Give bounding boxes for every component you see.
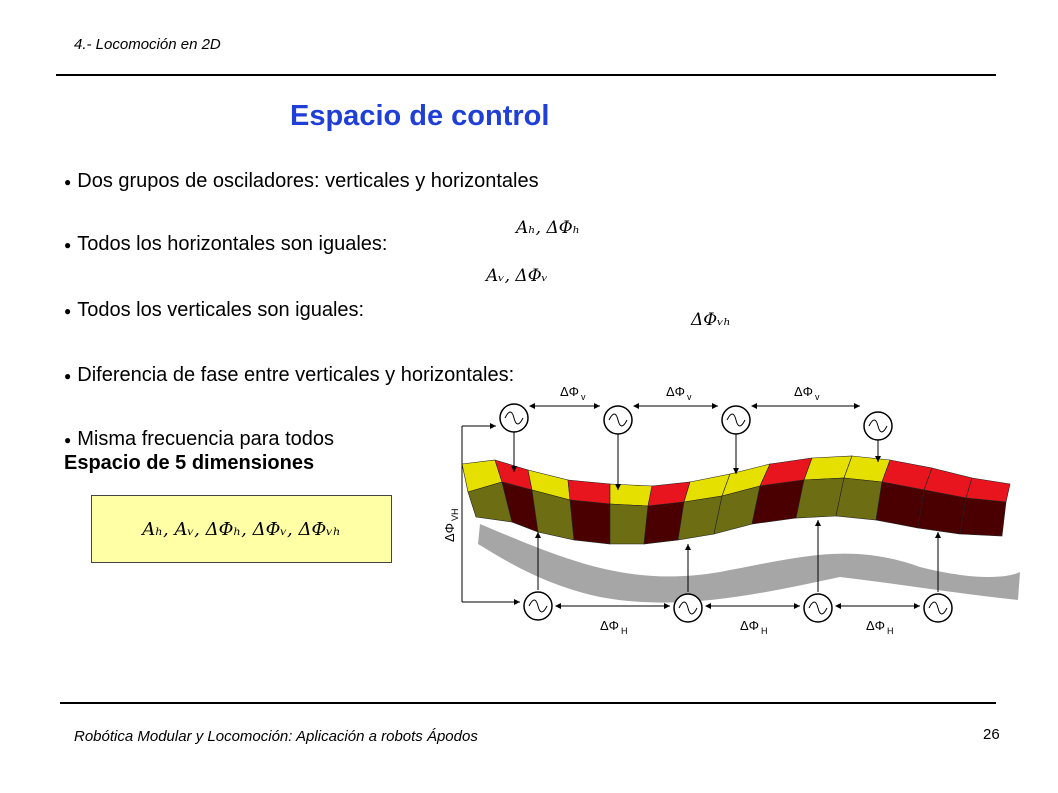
bottom-phase-sub-1: H (621, 626, 628, 636)
bullet-text: Diferencia de fase entre verticales y horizontales: (77, 364, 515, 386)
header-divider (56, 74, 996, 76)
bullet-text: Todos los verticales son iguales: (77, 299, 365, 321)
section-header: 4.- Locomoción en 2D (74, 36, 221, 53)
control-space-formula: Aₕ, Aᵥ, ΔΦₕ, ΔΦᵥ, ΔΦᵥₕ (142, 518, 341, 540)
bullet-text: Misma frecuencia para todos (77, 428, 335, 450)
formula-horizontal: Aₕ, ΔΦₕ (516, 218, 581, 238)
control-space-box (91, 495, 392, 563)
page-number: 26 (983, 726, 1000, 743)
bottom-phase-sub-3: H (887, 626, 894, 636)
bullet-text: Dos grupos de osciladores: verticales y horizontales (77, 170, 539, 192)
bullet-1 (64, 170, 539, 193)
footer-text: Robótica Modular y Locomoción: Aplicación a robots Ápodos (74, 728, 478, 745)
footer-divider (60, 702, 996, 704)
slide-title: Espacio de control (290, 100, 550, 132)
bullet-dot: ● (64, 237, 72, 252)
top-oscillators (500, 404, 892, 440)
side-phase-sub: VH (450, 508, 460, 521)
bottom-phase-label-2: ΔΦ (740, 618, 760, 633)
top-phase-label-3: ΔΦ (794, 384, 814, 399)
bullet-text: Todos los horizontales son iguales: (77, 233, 388, 255)
bullet-dot: ● (64, 432, 72, 447)
bottom-phase-label-3: ΔΦ (866, 618, 886, 633)
bullet-3 (64, 299, 364, 322)
subheading: Espacio de 5 dimensiones (64, 452, 315, 474)
top-phase-sub-3: v (815, 392, 820, 402)
top-phase-label-2: ΔΦ (666, 384, 686, 399)
bullet-5 (64, 428, 334, 451)
bullet-dot: ● (64, 303, 72, 318)
snake-robot-diagram (420, 372, 1025, 642)
bottom-phase-label-1: ΔΦ (600, 618, 620, 633)
top-phase-sub-2: v (687, 392, 692, 402)
formula-phase-diff: ΔΦᵥₕ (691, 310, 731, 330)
bottom-phase-sub-2: H (761, 626, 768, 636)
bullet-dot: ● (64, 368, 72, 383)
top-phase-label-1: ΔΦ (560, 384, 580, 399)
formula-vertical: Aᵥ, ΔΦᵥ (486, 266, 548, 286)
bullet-dot: ● (64, 174, 72, 189)
side-phase-label: ΔΦ (442, 522, 457, 542)
bullet-2 (64, 233, 387, 256)
top-phase-sub-1: v (581, 392, 586, 402)
